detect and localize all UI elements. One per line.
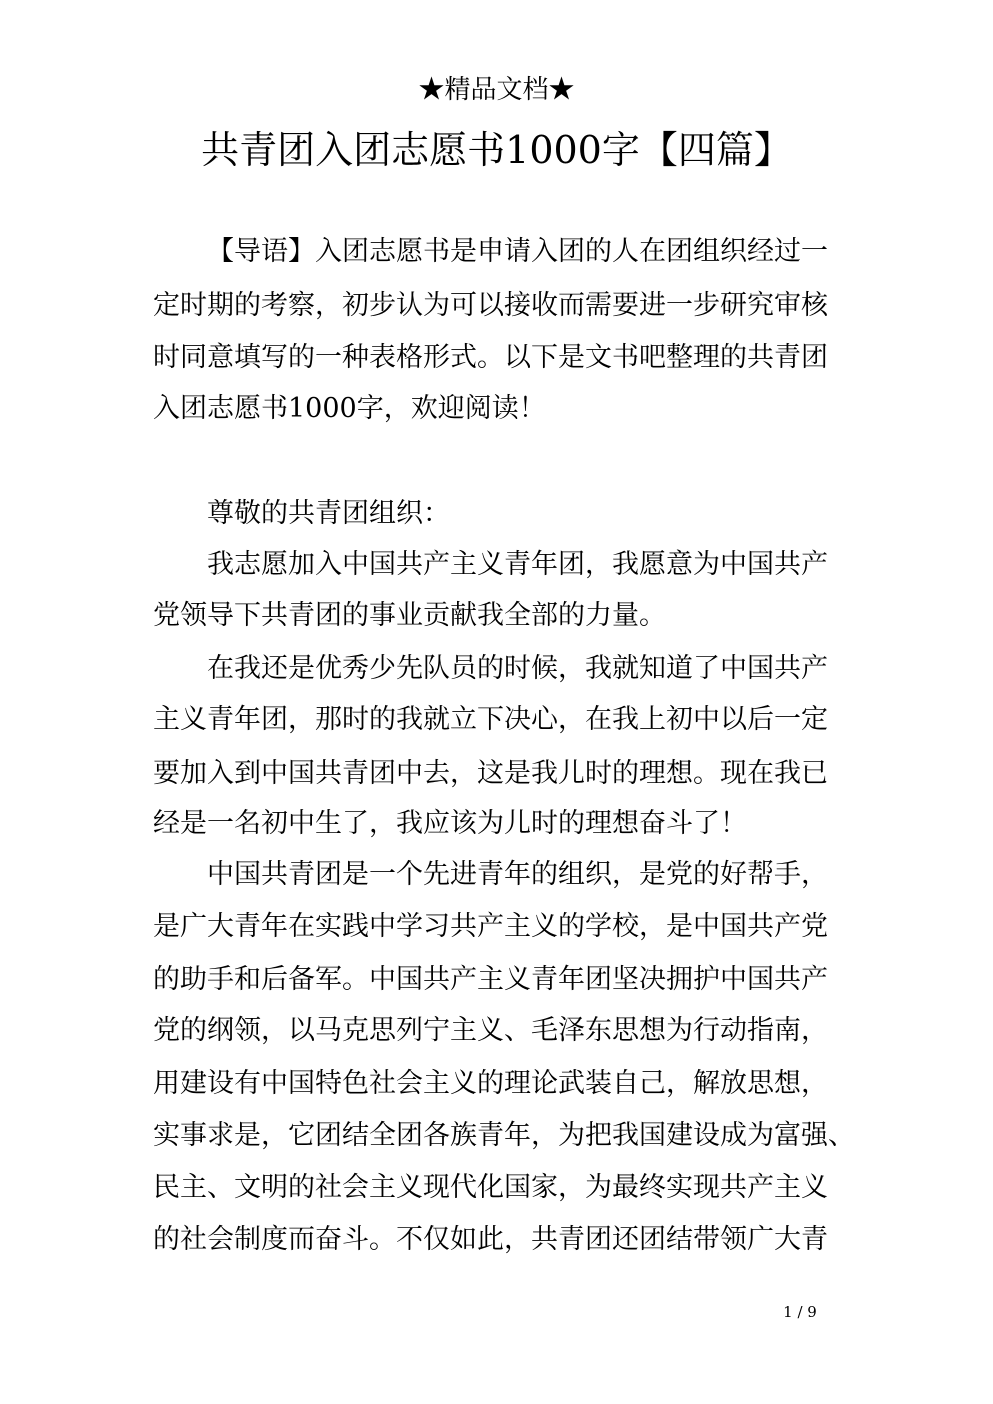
salutation: 尊敬的共青团组织： [207,498,450,529]
paragraph-line: 我志愿加入中国共产主义青年团，我愿意为中国共产 [207,549,828,580]
paragraph-line: 党的纲领，以马克思列宁主义、毛泽东思想为行动指南， [153,1015,828,1046]
paragraph-line: 的社会制度而奋斗。不仅如此，共青团还团结带领广大青 [153,1224,828,1255]
paragraph-line: 在我还是优秀少先队员的时候，我就知道了中国共产 [207,653,828,684]
paragraph-line: 是广大青年在实践中学习共产主义的学校，是中国共产党 [153,911,828,942]
intro-line: 定时期的考察，初步认为可以接收而需要进一步研究审核 [153,290,828,321]
header-mark: ★精品文档★ [418,75,575,105]
paragraph-line: 主义青年团，那时的我就立下决心，在我上初中以后一定 [153,704,828,735]
paragraph-line: 实事求是，它团结全团各族青年，为把我国建设成为富强、 [153,1120,855,1151]
paragraph-line: 民主、文明的社会主义现代化国家，为最终实现共产主义 [153,1172,828,1203]
paragraph-line: 经是一名初中生了，我应该为儿时的理想奋斗了！ [153,808,747,839]
page-number: 1 / 9 [783,1303,817,1321]
intro-line: 时同意填写的一种表格形式。以下是文书吧整理的共青团 [153,342,828,373]
paragraph-line: 要加入到中国共青团中去，这是我儿时的理想。现在我已 [153,758,828,789]
paragraph-line: 中国共青团是一个先进青年的组织，是党的好帮手， [207,859,828,890]
intro-line: 【导语】入团志愿书是申请入团的人在团组织经过一 [207,236,828,267]
paragraph-line: 党领导下共青团的事业贡献我全部的力量。 [153,600,666,631]
document-title: 共青团入团志愿书1000字【四篇】 [201,128,792,172]
intro-line: 入团志愿书1000字，欢迎阅读！ [153,393,546,424]
paragraph-line: 用建设有中国特色社会主义的理论武装自己，解放思想， [153,1068,828,1099]
paragraph-line: 的助手和后备军。中国共产主义青年团坚决拥护中国共产 [153,964,828,995]
